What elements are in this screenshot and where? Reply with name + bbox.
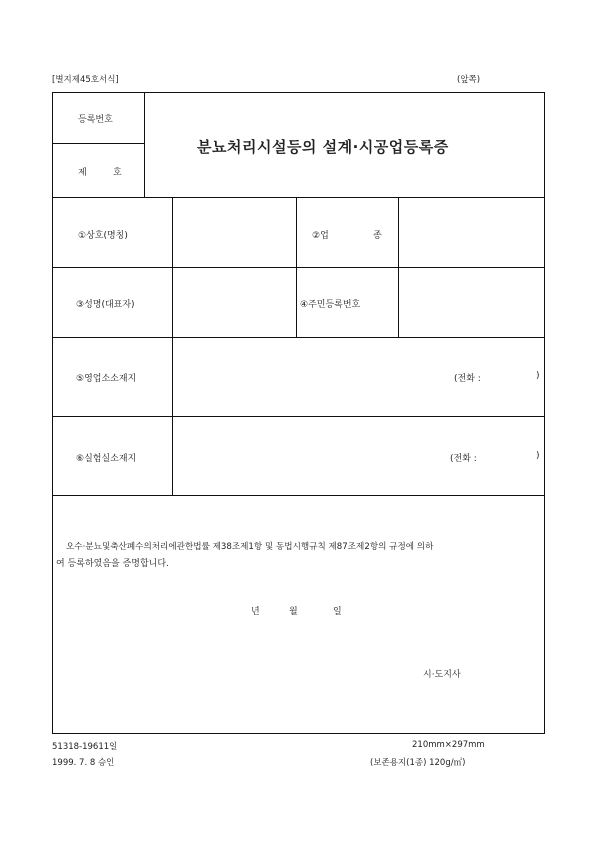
trade-name-label: ①상호(명칭) [78,231,128,241]
footer-approval-date: 1999. 7. 8 승인 [52,758,115,768]
row-divider-1 [52,197,545,198]
certificate-frame [52,92,545,734]
business-phone-label: (전화 : [454,374,481,384]
no-prefix-label: 제 [78,168,87,178]
no-suffix-label: 호 [113,168,122,178]
date-month-label: 월 [289,607,298,617]
row-divider-2 [52,267,545,268]
footer-form-code: 51318-19611일 [52,742,118,752]
date-year-label: 년 [251,607,260,617]
certification-line-2: 여 등록하였음을 증명합니다. [56,559,169,569]
form-number: [별지제45호서식] [52,75,119,85]
reg-no-divider [52,143,144,144]
footer-paper-type: (보존용지(1종) 120g/㎡) [370,758,466,768]
business-address-label: ⑤영업소소재지 [76,374,137,384]
lab-phone-label: (전화 : [450,454,477,464]
business-type-label-suffix: 종 [373,231,382,241]
row-divider-5 [52,495,545,496]
footer-paper-size: 210mm×297mm [412,740,485,750]
title-block-vline [144,92,145,197]
page-side-label: (앞쪽) [457,75,481,85]
business-phone-close: ) [536,371,540,381]
row-divider-4 [52,416,545,417]
page-title: 분뇨처리시설등의 설계·시공업등록증 [197,138,449,156]
lab-phone-close: ) [536,451,540,461]
date-day-label: 일 [333,607,342,617]
label-column-line [172,197,173,495]
resident-number-label: ④주민등록번호 [300,300,361,310]
row-divider-3 [52,337,545,338]
business-type-label: ②업 [312,231,329,241]
right-label-column-line [398,197,399,337]
reg-no-label: 등록번호 [78,115,113,125]
mid-column-line [296,197,297,337]
issuer-signature-label: 시·도지사 [423,670,461,680]
representative-name-label: ③성명(대표자) [76,300,135,310]
lab-address-label: ⑥실험실소재지 [76,454,137,464]
certification-line-1: 오수·분뇨및축산폐수의처리에관한법률 제38조제1항 및 동법시행규칙 제87조제2항의 규정에 의하 [66,542,434,552]
